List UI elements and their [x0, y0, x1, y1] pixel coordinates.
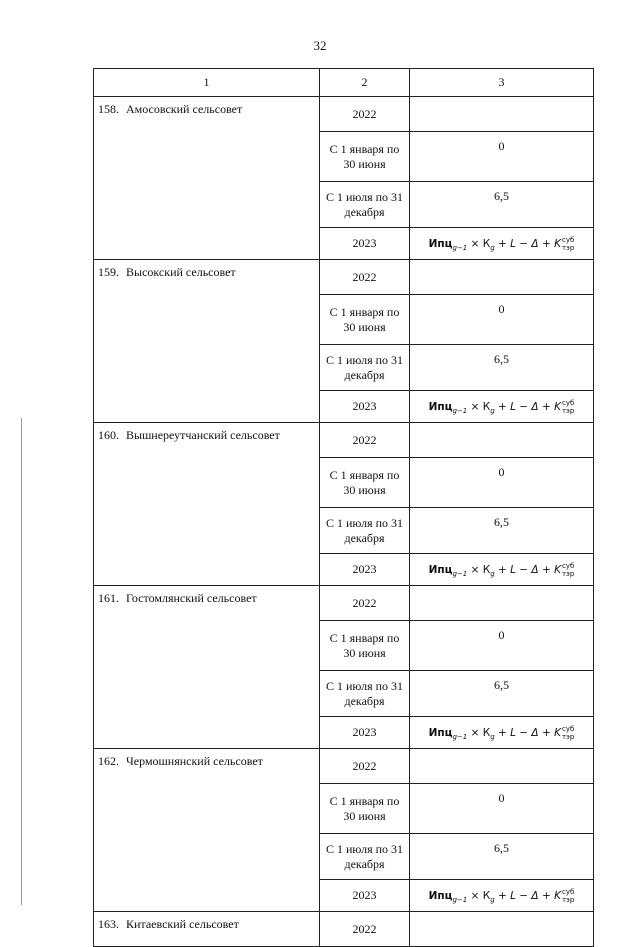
value-second-half: 6,5 — [410, 508, 594, 554]
formula-ipc-sub: g−1 — [452, 895, 468, 904]
year-cell: 2023 — [320, 554, 410, 586]
year-cell: 2022 — [320, 260, 410, 295]
formula-k-sub: g — [490, 732, 495, 741]
entry-row-year — [94, 97, 594, 132]
formula-ipc: Ипц — [428, 889, 453, 902]
entry-row-year — [94, 586, 594, 621]
formula-times: × — [467, 400, 483, 413]
period-second-half — [320, 508, 410, 554]
period-line-1: С 1 июля по 31 — [325, 515, 404, 530]
entry-number: 163. — [98, 917, 119, 931]
year-cell: 2023 — [320, 228, 410, 260]
header-col-1: 1 — [94, 69, 320, 97]
formula-k: К — [482, 889, 491, 902]
value-second-half: 6,5 — [410, 182, 594, 228]
formula-kter-sub: тэр — [561, 895, 575, 904]
settlement-name: Амосовский сельсовет — [126, 102, 243, 116]
scan-margin-line — [21, 418, 22, 905]
entry-row-year — [94, 423, 594, 458]
period-line-1: С 1 июля по 31 — [325, 352, 404, 367]
year-cell: 2022 — [320, 97, 410, 132]
formula-kter-sub: тэр — [561, 569, 575, 578]
formula-times: × — [467, 563, 483, 576]
formula-k-sub: g — [490, 406, 495, 415]
formula-kter: K — [554, 237, 561, 250]
period-line-1: С 1 июля по 31 — [325, 841, 404, 856]
header-col-2: 2 — [320, 69, 410, 97]
formula-kter-sup: суб — [561, 724, 575, 733]
formula-ipc: Ипц — [428, 563, 453, 576]
formula-ipc-sub: g−1 — [452, 243, 468, 252]
year-cell: 2023 — [320, 717, 410, 749]
entry-number: 158. — [98, 102, 119, 116]
period-first-half — [320, 295, 410, 345]
period-first-half — [320, 458, 410, 508]
period-first-half — [320, 621, 410, 671]
settlement-name: Чермошнянский сельсовет — [126, 754, 263, 768]
formula-cell — [410, 880, 594, 912]
formula-kter: K — [554, 563, 561, 576]
year-cell: 2023 — [320, 880, 410, 912]
formula-rest: + L − Δ + — [494, 237, 555, 250]
period-line-2: декабря — [344, 856, 385, 871]
period-line-2: декабря — [344, 204, 385, 219]
settlement-name: Вышнереутчанский сельсовет — [126, 428, 280, 442]
formula-k-sub: g — [490, 895, 495, 904]
period-line-2: 30 июня — [343, 319, 386, 334]
settlement-name-cell — [94, 260, 320, 423]
year-cell: 2023 — [320, 391, 410, 423]
settlement-name: Высокский сельсовет — [126, 265, 236, 279]
formula-cell — [410, 554, 594, 586]
formula-cell — [410, 391, 594, 423]
formula-k: К — [482, 400, 491, 413]
entry-number: 159. — [98, 265, 119, 279]
formula-cell — [410, 228, 594, 260]
settlement-name-cell — [94, 423, 320, 586]
entry-row-year — [94, 912, 594, 947]
formula-kter-index — [562, 888, 574, 904]
period-line-1: С 1 июля по 31 — [325, 678, 404, 693]
empty-value-cell — [410, 423, 594, 458]
formula-ipc: Ипц — [428, 726, 453, 739]
formula-ipc: Ипц — [428, 237, 453, 250]
period-line-2: декабря — [344, 530, 385, 545]
formula-cell — [410, 717, 594, 749]
page-number: 32 — [313, 38, 327, 53]
value-second-half: 6,5 — [410, 671, 594, 717]
formula-kter-index — [562, 236, 574, 252]
entry-row-year — [94, 749, 594, 784]
formula-kter-sub: тэр — [561, 406, 575, 415]
formula-kter-index — [562, 725, 574, 741]
formula-kter-sup: суб — [561, 561, 575, 570]
value-first-half: 0 — [410, 295, 594, 345]
period-line-1: С 1 января по — [329, 141, 400, 156]
formula-kter-sup: суб — [561, 235, 575, 244]
formula-kter: K — [554, 400, 561, 413]
period-line-2: 30 июня — [343, 482, 386, 497]
formula-times: × — [467, 889, 483, 902]
tariff-table — [93, 68, 594, 947]
formula-kter-sub: тэр — [561, 732, 575, 741]
value-second-half: 6,5 — [410, 345, 594, 391]
formula-ipc: Ипц — [428, 400, 453, 413]
period-second-half — [320, 671, 410, 717]
formula-rest: + L − Δ + — [494, 563, 555, 576]
formula-k: К — [482, 563, 491, 576]
value-first-half: 0 — [410, 621, 594, 671]
settlement-name-cell — [94, 586, 320, 749]
period-line-1: С 1 июля по 31 — [325, 189, 404, 204]
empty-value-cell — [410, 912, 594, 947]
period-line-2: 30 июня — [343, 808, 386, 823]
settlement-name-cell — [94, 97, 320, 260]
empty-value-cell — [410, 749, 594, 784]
period-line-1: С 1 января по — [329, 793, 400, 808]
formula-ipc-sub: g−1 — [452, 569, 468, 578]
formula-k-sub: g — [490, 569, 495, 578]
formula-kter-index — [562, 399, 574, 415]
period-line-2: декабря — [344, 693, 385, 708]
formula-k-sub: g — [490, 243, 495, 252]
formula-k: К — [482, 726, 491, 739]
period-line-2: декабря — [344, 367, 385, 382]
formula-times: × — [467, 237, 483, 250]
period-second-half — [320, 834, 410, 880]
header-row — [94, 69, 594, 97]
formula-kter-index — [562, 562, 574, 578]
entry-number: 161. — [98, 591, 119, 605]
formula-kter: K — [554, 726, 561, 739]
formula-times: × — [467, 726, 483, 739]
formula-kter-sup: суб — [561, 398, 575, 407]
formula-rest: + L − Δ + — [494, 400, 555, 413]
settlement-name-cell — [94, 749, 320, 912]
entry-row-year — [94, 260, 594, 295]
year-cell: 2022 — [320, 912, 410, 947]
formula-k: К — [482, 237, 491, 250]
formula-kter-sup: суб — [561, 887, 575, 896]
period-first-half — [320, 132, 410, 182]
period-line-2: 30 июня — [343, 645, 386, 660]
period-line-1: С 1 января по — [329, 304, 400, 319]
settlement-name-cell — [94, 912, 320, 947]
period-line-2: 30 июня — [343, 156, 386, 171]
period-line-1: С 1 января по — [329, 630, 400, 645]
table-body — [94, 97, 594, 947]
formula-ipc-sub: g−1 — [452, 406, 468, 415]
formula-kter-sub: тэр — [561, 243, 575, 252]
settlement-name: Китаевский сельсовет — [126, 917, 239, 931]
value-first-half: 0 — [410, 784, 594, 834]
period-first-half — [320, 784, 410, 834]
empty-value-cell — [410, 97, 594, 132]
value-first-half: 0 — [410, 458, 594, 508]
entry-number: 160. — [98, 428, 119, 442]
formula-rest: + L − Δ + — [494, 889, 555, 902]
header-col-3: 3 — [410, 69, 594, 97]
entry-number: 162. — [98, 754, 119, 768]
year-cell: 2022 — [320, 423, 410, 458]
settlement-name: Гостомлянский сельсовет — [126, 591, 257, 605]
empty-value-cell — [410, 260, 594, 295]
formula-ipc-sub: g−1 — [452, 732, 468, 741]
value-first-half: 0 — [410, 132, 594, 182]
period-line-1: С 1 января по — [329, 467, 400, 482]
year-cell: 2022 — [320, 749, 410, 784]
period-second-half — [320, 182, 410, 228]
year-cell: 2022 — [320, 586, 410, 621]
empty-value-cell — [410, 586, 594, 621]
value-second-half: 6,5 — [410, 834, 594, 880]
period-second-half — [320, 345, 410, 391]
formula-kter: K — [554, 889, 561, 902]
formula-rest: + L − Δ + — [494, 726, 555, 739]
